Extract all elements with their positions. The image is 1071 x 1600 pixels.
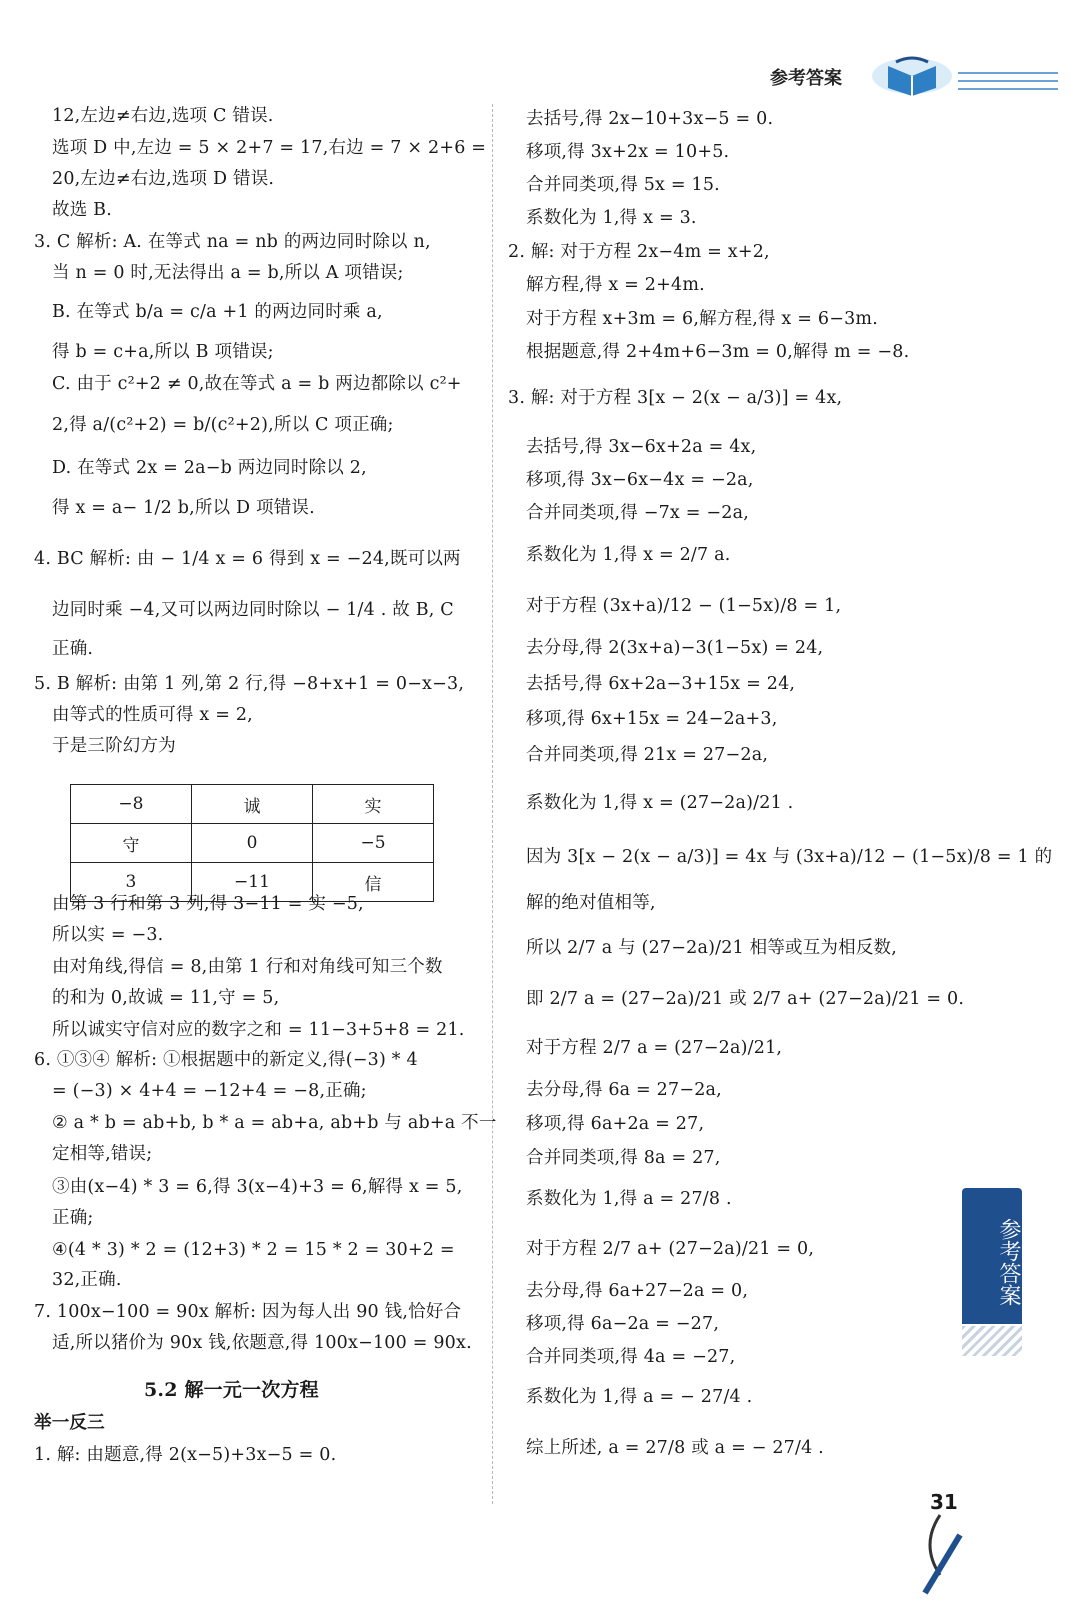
text-line: 正确;: [52, 1208, 94, 1228]
text-line: 选项 D 中,左边 = 5 × 2+7 = 17,右边 = 7 × 2+6 =: [52, 138, 487, 158]
text-line: B. 在等式 b/a = c/a +1 的两边同时乘 a,: [52, 302, 383, 322]
watermark-logo-icon: [900, 1495, 1050, 1595]
text-line: 即 2/7 a = (27−2a)/21 或 2/7 a+ (27−2a)/21 = 0.: [526, 989, 965, 1009]
table-cell: −8: [71, 785, 192, 824]
text-line: 移项,得 3x+2x = 10+5.: [526, 142, 730, 162]
text-line: 系数化为 1,得 x = 3.: [526, 208, 697, 228]
table-row: [71, 824, 434, 863]
section-title: 5.2 解一元一次方程: [144, 1379, 319, 1401]
side-tab-hatch: [962, 1326, 1022, 1356]
text-line: 因为 3[x − 2(x − a/3)] = 4x 与 (3x+a)/12 − (1−5x)/8 = 1 的: [526, 847, 1053, 867]
question-5: 5. B 解析: 由第 1 列,第 2 行,得 −8+x+1 = 0−x−3,: [34, 674, 465, 694]
header-rule: [958, 72, 1058, 74]
text-line: ② a * b = ab+b, b * a = ab+a, ab+b 与 ab+a 不一: [52, 1113, 497, 1133]
text-line: 系数化为 1,得 x = 2/7 a.: [526, 545, 731, 565]
header-rule: [958, 80, 1058, 82]
magic-square-table: [70, 784, 434, 902]
text-line: 去分母,得 6a+27−2a = 0,: [526, 1281, 749, 1301]
text-line: 故选 B.: [52, 200, 112, 220]
text-line: D. 在等式 2x = 2a−b 两边同时除以 2,: [52, 458, 367, 478]
text-line: 移项,得 3x−6x−4x = −2a,: [526, 470, 754, 490]
text-line: C. 由于 c²+2 ≠ 0,故在等式 a = b 两边都除以 c²+: [52, 374, 462, 394]
text-line: 边同时乘 −4,又可以两边同时除以 − 1/4 . 故 B, C: [52, 600, 454, 620]
text-line: 所以实 = −3.: [52, 925, 164, 945]
subsection-title: 举一反三: [34, 1413, 105, 1433]
text-line: 20,左边≠右边,选项 D 错误.: [52, 169, 275, 189]
text-line: 适,所以猪价为 90x 钱,依题意,得 100x−100 = 90x.: [52, 1333, 472, 1353]
table-cell: 诚: [191, 785, 312, 824]
text-line: 正确.: [52, 639, 94, 659]
question-7: 7. 100x−100 = 90x 解析: 因为每人出 90 钱,恰好合: [34, 1302, 462, 1322]
table-cell: 信: [313, 863, 434, 902]
text-line: 合并同类项,得 4a = −27,: [526, 1347, 736, 1367]
text-line: 合并同类项,得 8a = 27,: [526, 1148, 721, 1168]
text-line: ④(4 * 3) * 2 = (12+3) * 2 = 15 * 2 = 30+2 =: [52, 1240, 455, 1260]
text-line: 去分母,得 6a = 27−2a,: [526, 1080, 722, 1100]
text-line: 移项,得 6a+2a = 27,: [526, 1114, 705, 1134]
text-line: 所以诚实守信对应的数字之和 = 11−3+5+8 = 21.: [52, 1020, 465, 1040]
question-1: 1. 解: 由题意,得 2(x−5)+3x−5 = 0.: [34, 1445, 337, 1465]
text-line: 的和为 0,故诚 = 11,守 = 5,: [52, 988, 280, 1008]
text-line: 系数化为 1,得 x = (27−2a)/21 .: [526, 793, 794, 813]
question-3: 3. 解: 对于方程 3[x − 2(x − a/3)] = 4x,: [508, 388, 843, 408]
text-line: 对于方程 2/7 a+ (27−2a)/21 = 0,: [526, 1239, 815, 1259]
text-line: ③由(x−4) * 3 = 6,得 3(x−4)+3 = 6,解得 x = 5,: [52, 1177, 463, 1197]
text-line: 当 n = 0 时,无法得出 a = b,所以 A 项错误;: [52, 263, 404, 283]
question-4: 4. BC 解析: 由 − 1/4 x = 6 得到 x = −24,既可以两: [34, 549, 461, 569]
table-cell: 3: [71, 863, 192, 902]
text-line: 定相等,错误;: [52, 1144, 153, 1164]
text-line: 对于方程 (3x+a)/12 − (1−5x)/8 = 1,: [526, 596, 842, 616]
page-number: 31: [930, 1490, 958, 1514]
column-divider: [492, 104, 493, 1504]
text-line: 所以 2/7 a 与 (27−2a)/21 相等或互为相反数,: [526, 938, 897, 958]
page-header: [770, 62, 1058, 102]
text-line: 移项,得 6x+15x = 24−2a+3,: [526, 709, 778, 729]
text-line: 合并同类项,得 −7x = −2a,: [526, 503, 749, 523]
text-line: 移项,得 6a−2a = −27,: [526, 1314, 720, 1334]
text-line: 由等式的性质可得 x = 2,: [52, 705, 253, 725]
text-line: 合并同类项,得 21x = 27−2a,: [526, 745, 769, 765]
text-line: 12,左边≠右边,选项 C 错误.: [52, 106, 274, 126]
question-3: 3. C 解析: A. 在等式 na = nb 的两边同时除以 n,: [34, 232, 431, 252]
text-line: 由第 3 行和第 3 列,得 3−11 = 实 −5,: [52, 894, 364, 914]
table-cell: −5: [313, 824, 434, 863]
text-line: 综上所述, a = 27/8 或 a = − 27/4 .: [526, 1438, 824, 1458]
text-line: 去括号,得 2x−10+3x−5 = 0.: [526, 109, 774, 129]
text-line: 对于方程 2/7 a = (27−2a)/21,: [526, 1038, 783, 1058]
text-line: 对于方程 x+3m = 6,解方程,得 x = 6−3m.: [526, 309, 878, 329]
table-cell: −11: [191, 863, 312, 902]
text-line: 由对角线,得信 = 8,由第 1 行和对角线可知三个数: [52, 957, 443, 977]
text-line: 去分母,得 2(3x+a)−3(1−5x) = 24,: [526, 638, 824, 658]
question-2: 2. 解: 对于方程 2x−4m = x+2,: [508, 242, 770, 262]
header-title: 参考答案: [770, 68, 842, 89]
question-6: 6. ①③④ 解析: ①根据题中的新定义,得(−3) * 4: [34, 1050, 418, 1070]
side-tab: 参考答案: [962, 1188, 1022, 1324]
text-line: = (−3) × 4+4 = −12+4 = −8,正确;: [52, 1081, 367, 1101]
text-line: 32,正确.: [52, 1270, 122, 1290]
header-rule: [958, 88, 1058, 90]
book-logo-icon: [866, 52, 958, 98]
text-line: 得 b = c+a,所以 B 项错误;: [52, 342, 274, 362]
text-line: 去括号,得 3x−6x+2a = 4x,: [526, 437, 757, 457]
text-line: 合并同类项,得 5x = 15.: [526, 175, 720, 195]
text-line: 2,得 a/(c²+2) = b/(c²+2),所以 C 项正确;: [52, 415, 394, 435]
text-line: 解方程,得 x = 2+4m.: [526, 275, 705, 295]
text-line: 解的绝对值相等,: [526, 893, 656, 913]
table-cell: 实: [313, 785, 434, 824]
table-row: [71, 785, 434, 824]
table-cell: 0: [191, 824, 312, 863]
text-line: 去括号,得 6x+2a−3+15x = 24,: [526, 674, 796, 694]
text-line: 于是三阶幻方为: [52, 736, 176, 756]
text-line: 系数化为 1,得 a = 27/8 .: [526, 1189, 732, 1209]
text-line: 根据题意,得 2+4m+6−3m = 0,解得 m = −8.: [526, 342, 910, 362]
text-line: 系数化为 1,得 a = − 27/4 .: [526, 1387, 753, 1407]
table-cell: 守: [71, 824, 192, 863]
text-line: 得 x = a− 1/2 b,所以 D 项错误.: [52, 498, 315, 518]
